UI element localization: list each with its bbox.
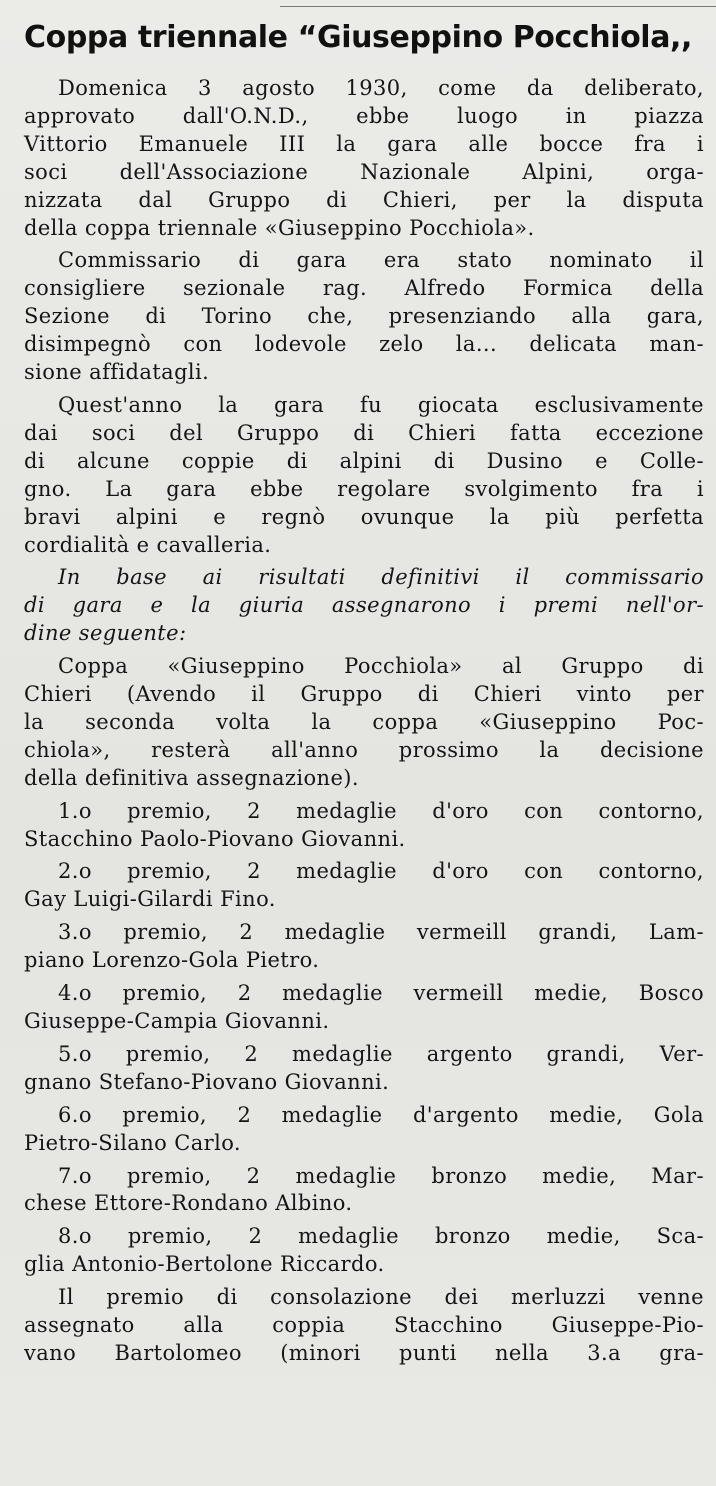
text-line: gnano Stefano-Piovano Giovanni. (24, 1069, 390, 1094)
text-line: 8.o premio, 2 medaglie bronzo medie, Sca- (58, 1224, 704, 1249)
text-line: Stacchino Paolo-Piovano Giovanni. (24, 826, 406, 851)
text-line: Domenica 3 agosto 1930, come da deliberato, (58, 76, 704, 100)
top-divider-rule (280, 6, 716, 7)
text-line: soci dell'Associazione Nazionale Alpini, orga- (24, 159, 704, 184)
text-line: Vittorio Emanuele III la gara alle bocce fra i (24, 131, 704, 156)
text-line: di alcune coppie di alpini di Dusino e Colle- (24, 448, 704, 473)
text-line: cordialità e cavalleria. (24, 532, 272, 557)
article-headline: Coppa triennale “Giuseppino Pocchiola,, (24, 20, 693, 55)
paragraph-consolation-prize (24, 1284, 704, 1368)
text-line: 2.o premio, 2 medaglie d'oro con contorno, (58, 859, 704, 884)
text-line: Gay Luigi-Gilardi Fino. (24, 887, 276, 912)
text-line: di gara e la giuria assegnarono i premi nell'or- (24, 593, 704, 618)
prize-entry-2 (24, 858, 704, 914)
text-line: In base ai risultati definitivi il commissario (58, 565, 704, 590)
text-line: disimpegnò con lodevole zelo la... delicata man- (24, 332, 704, 357)
text-line: Quest'anno la gara fu giocata esclusivamente (58, 392, 704, 417)
prize-entry-3 (24, 919, 704, 975)
text-line: Pietro-Silano Carlo. (24, 1130, 241, 1155)
text-line: dai soci del Gruppo di Chieri fatta eccezione (24, 420, 704, 445)
text-line: approvato dall'O.N.D., ebbe luogo in piazza (24, 103, 704, 128)
paragraph-participants (24, 392, 704, 559)
text-line: la seconda volta la coppa «Giuseppino Poc- (24, 709, 704, 734)
text-line: Sezione di Torino che, presenziando alla gara, (24, 304, 704, 329)
text-line: 4.o premio, 2 medaglie vermeill medie, Bosco (58, 981, 704, 1006)
paragraph-event-report (24, 75, 704, 242)
prize-entry-1 (24, 798, 704, 854)
text-line: della coppa triennale «Giuseppino Pocchiola». (24, 215, 535, 240)
text-line: 6.o premio, 2 medaglie d'argento medie, Gola (58, 1102, 704, 1127)
text-line: piano Lorenzo-Gola Pietro. (24, 948, 320, 973)
text-line: 5.o premio, 2 medaglie argento grandi, Ver- (58, 1041, 704, 1066)
text-line: Coppa «Giuseppino Pocchiola» al Gruppo di (58, 654, 704, 679)
text-line: gno. La gara ebbe regolare svolgimento fra i (24, 476, 704, 501)
text-line: Commissario di gara era stato nominato il (58, 248, 704, 273)
text-line: 7.o premio, 2 medaglie bronzo medie, Mar- (58, 1163, 704, 1188)
prize-entry-7 (24, 1163, 704, 1219)
text-line: sione affidatagli. (24, 360, 210, 385)
text-line: bravi alpini e regnò ovunque la più perfetta (24, 504, 704, 529)
article-body (24, 75, 704, 1373)
text-line: 1.o premio, 2 medaglie d'oro con contorno, (58, 798, 704, 823)
text-line: dine seguente: (24, 621, 187, 646)
text-line: della definitiva assegnazione). (24, 765, 359, 790)
prize-entry-8 (24, 1223, 704, 1279)
text-line: chiola», resterà all'anno prossimo la decisione (24, 737, 704, 762)
text-line: Chieri (Avendo il Gruppo di Chieri vinto per (24, 682, 704, 707)
text-line: Giuseppe-Campia Giovanni. (24, 1009, 330, 1033)
prize-entry-6 (24, 1102, 704, 1158)
text-line: vano Bartolomeo (minori punti nella 3.a gra- (24, 1340, 704, 1365)
paragraph-commissioner (24, 247, 704, 387)
text-line: chese Ettore-Rondano Albino. (24, 1191, 353, 1216)
text-line: glia Antonio-Bertolone Riccardo. (24, 1252, 385, 1277)
paragraph-results-intro (24, 564, 704, 648)
text-line: nizzata dal Gruppo di Chieri, per la disputa (24, 187, 704, 212)
prize-entry-5 (24, 1041, 704, 1097)
prize-entry-4 (24, 980, 704, 1036)
text-line: 3.o premio, 2 medaglie vermeill grandi, Lam- (58, 920, 704, 945)
paragraph-cup-award (24, 653, 704, 793)
text-line: assegnato alla coppia Stacchino Giuseppe-Pio- (24, 1313, 704, 1338)
text-line: consigliere sezionale rag. Alfredo Formica della (24, 276, 704, 301)
text-line: Il premio di consolazione dei merluzzi venne (58, 1285, 704, 1310)
